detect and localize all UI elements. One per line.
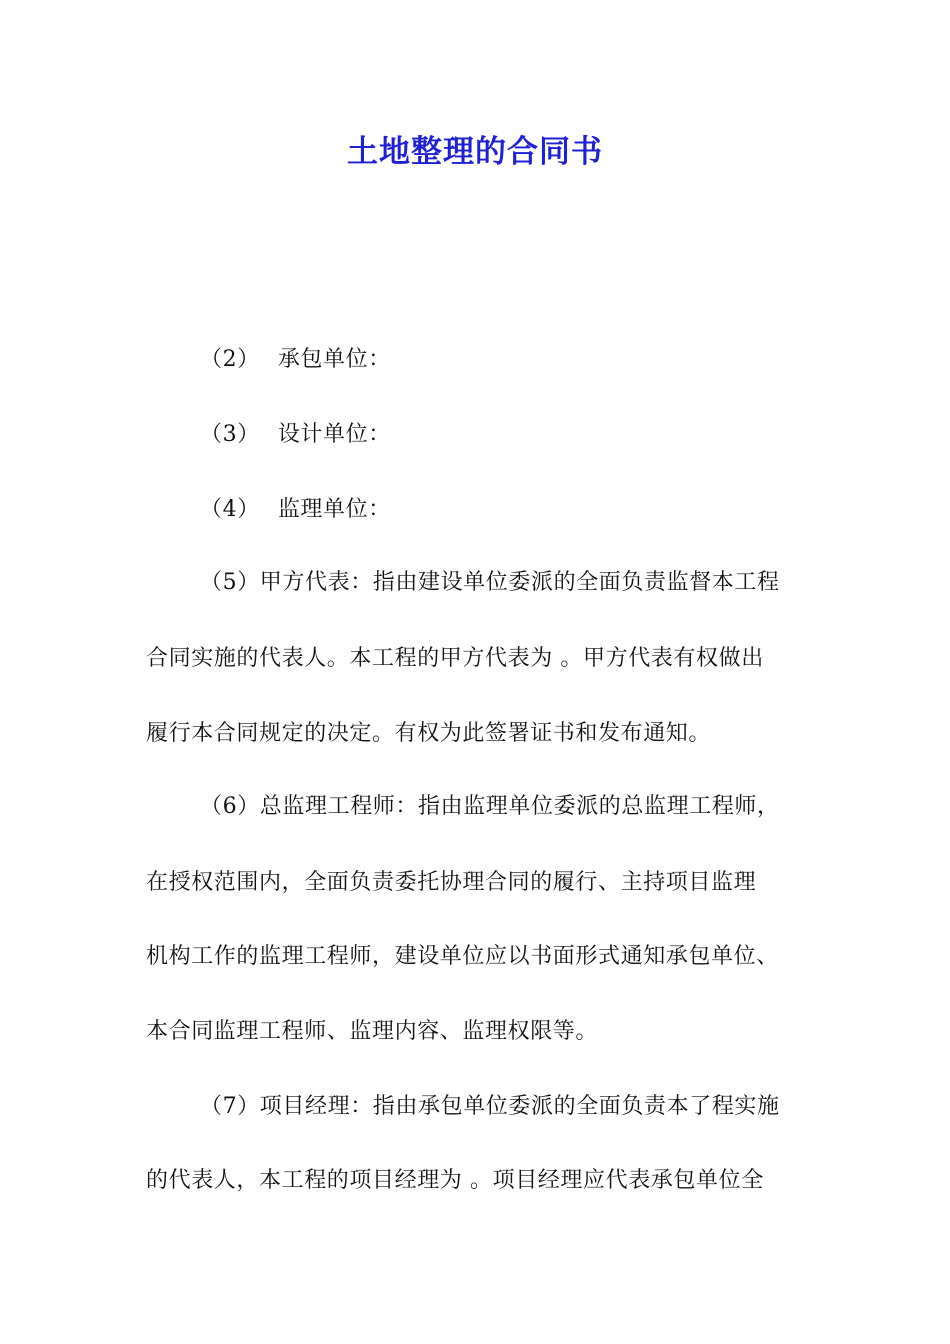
paragraph-line: （7）项目经理：指由承包单位委派的全面负责本了程实施: [200, 1094, 780, 1119]
clause-2-text: 承包单位：: [277, 347, 391, 372]
clause-2: [200, 343, 900, 377]
clause-2-label: （2）: [200, 347, 260, 372]
paragraph-line: 在授权范围内，全面负责委托协理合同的履行、主持项目监理: [146, 870, 757, 895]
clause-4-text: 监理单位：: [277, 497, 391, 522]
paragraph-line: （6）总监理工程师：指由监理单位委派的总监理工程师，: [200, 794, 780, 819]
paragraph-line: （5）甲方代表：指由建设单位委派的全面负责监督本工程: [200, 570, 780, 595]
paragraph-line: 合同实施的代表人。本工程的甲方代表为 。甲方代表有权做出: [146, 646, 764, 671]
paragraph-line: 机构工作的监理工程师，建设单位应以书面形式通知承包单位、: [146, 944, 779, 969]
paragraph-line: 本合同监理工程师、监理内容、监理权限等。: [146, 1019, 599, 1044]
clause-3-label: （3）: [200, 422, 260, 447]
document-title: 土地整理的合同书: [347, 134, 603, 170]
clause-4-label: （4）: [200, 497, 260, 522]
paragraph-line: 履行本合同规定的决定。有权为此签署证书和发布通知。: [146, 721, 712, 746]
clause-3-text: 设计单位：: [277, 422, 391, 447]
paragraph-line: 的代表人，本工程的项目经理为 。项目经理应代表承包单位全: [146, 1168, 764, 1193]
clause-3: [200, 418, 900, 452]
clause-4: [200, 493, 900, 527]
